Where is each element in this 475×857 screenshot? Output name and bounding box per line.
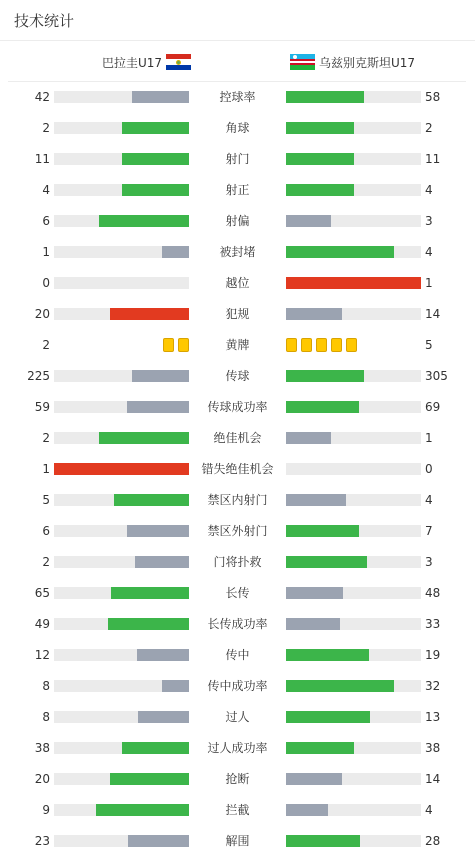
stat-row bbox=[0, 733, 475, 764]
away-stat-bar bbox=[286, 184, 421, 196]
away-stat-bar-fill bbox=[286, 835, 360, 847]
stat-row bbox=[0, 175, 475, 206]
home-stat-value: 59 bbox=[34, 400, 50, 414]
stat-row bbox=[0, 299, 475, 330]
away-stat-value: 58 bbox=[425, 90, 441, 104]
stat-label: 犯规 bbox=[225, 307, 250, 321]
away-stat-bar bbox=[286, 122, 421, 134]
away-stat-value: 13 bbox=[425, 710, 441, 724]
away-stat-bar-fill bbox=[286, 494, 346, 506]
home-stat-bar-fill bbox=[111, 587, 189, 599]
yellow-card-icon bbox=[316, 338, 327, 352]
home-stat-bar bbox=[54, 122, 189, 134]
uzbekistan-flag-icon bbox=[290, 54, 315, 71]
away-stat-bar-fill bbox=[286, 153, 354, 165]
stat-row bbox=[0, 82, 475, 113]
stat-label: 射正 bbox=[225, 183, 250, 197]
home-stat-bar bbox=[54, 835, 189, 847]
home-stat-bar-fill bbox=[54, 463, 189, 475]
home-stat-bar bbox=[54, 773, 189, 785]
stat-row bbox=[0, 795, 475, 826]
stat-row bbox=[0, 454, 475, 485]
away-stat-bar bbox=[286, 835, 421, 847]
away-stat-value: 3 bbox=[425, 555, 433, 569]
home-stat-bar bbox=[54, 215, 189, 227]
away-stat-bar-fill bbox=[286, 401, 359, 413]
home-stat-value: 0 bbox=[42, 276, 50, 290]
stat-row bbox=[0, 330, 475, 361]
away-stat-value: 0 bbox=[425, 462, 433, 476]
home-team[interactable] bbox=[102, 42, 191, 82]
stat-label: 传中成功率 bbox=[207, 679, 268, 693]
stat-label: 传球 bbox=[225, 369, 250, 383]
stat-row bbox=[0, 671, 475, 702]
teams-header bbox=[8, 42, 466, 82]
stat-label: 拦截 bbox=[225, 803, 250, 817]
away-stat-bar-fill bbox=[286, 773, 342, 785]
stat-label: 传球成功率 bbox=[207, 400, 268, 414]
stat-row bbox=[0, 113, 475, 144]
home-stat-bar bbox=[54, 680, 189, 692]
home-stat-bar-fill bbox=[114, 494, 189, 506]
home-stat-bar bbox=[54, 804, 189, 816]
away-stat-value: 7 bbox=[425, 524, 433, 538]
home-stat-bar bbox=[54, 494, 189, 506]
stat-label: 绝佳机会 bbox=[213, 431, 262, 445]
away-stat-value: 4 bbox=[425, 803, 433, 817]
home-stat-bar bbox=[54, 587, 189, 599]
away-stat-bar bbox=[286, 525, 421, 537]
stat-label: 过人 bbox=[225, 710, 250, 724]
away-stat-bar bbox=[286, 587, 421, 599]
yellow-card-icon bbox=[301, 338, 312, 352]
yellow-card-icon bbox=[346, 338, 357, 352]
away-stat-value: 1 bbox=[425, 276, 433, 290]
home-stat-value: 2 bbox=[42, 121, 50, 135]
home-stat-bar-fill bbox=[108, 618, 189, 630]
away-stat-value: 5 bbox=[425, 338, 433, 352]
stat-label: 抢断 bbox=[225, 772, 250, 786]
stat-row bbox=[0, 640, 475, 671]
stat-label: 解围 bbox=[225, 834, 250, 848]
home-team-name: 巴拉圭U17 bbox=[101, 55, 162, 70]
away-stat-bar-fill bbox=[286, 215, 331, 227]
home-stat-value: 11 bbox=[34, 152, 50, 166]
away-stat-bar-fill bbox=[286, 370, 364, 382]
away-stat-bar-fill bbox=[286, 91, 364, 103]
paraguay-flag-icon bbox=[166, 54, 191, 71]
stat-label: 错失绝佳机会 bbox=[201, 462, 274, 476]
away-stat-bar bbox=[286, 277, 421, 289]
home-stat-bar-fill bbox=[137, 649, 189, 661]
stat-row bbox=[0, 826, 475, 857]
stat-label: 越位 bbox=[225, 276, 250, 290]
stat-label: 角球 bbox=[225, 121, 250, 135]
stat-row bbox=[0, 764, 475, 795]
away-stat-bar-fill bbox=[286, 711, 370, 723]
home-stat-bar-fill bbox=[122, 153, 190, 165]
home-stat-value: 42 bbox=[34, 90, 50, 104]
away-stat-bar bbox=[286, 556, 421, 568]
home-stat-bar bbox=[54, 184, 189, 196]
stat-row bbox=[0, 702, 475, 733]
stat-row bbox=[0, 361, 475, 392]
home-stat-bar-fill bbox=[96, 804, 189, 816]
home-stat-bar bbox=[54, 246, 189, 258]
away-stat-value: 11 bbox=[425, 152, 441, 166]
stat-row bbox=[0, 144, 475, 175]
stat-label: 禁区外射门 bbox=[207, 524, 268, 538]
stats-list bbox=[0, 82, 475, 857]
home-stat-value: 1 bbox=[42, 462, 50, 476]
home-stat-bar-fill bbox=[110, 773, 189, 785]
away-stat-value: 14 bbox=[425, 772, 441, 786]
away-stat-bar bbox=[286, 153, 421, 165]
home-stat-bar-fill bbox=[110, 308, 189, 320]
stat-row bbox=[0, 237, 475, 268]
away-stat-bar bbox=[286, 308, 421, 320]
away-stat-value: 28 bbox=[425, 834, 441, 848]
yellow-card-icon bbox=[178, 338, 189, 352]
stat-label: 过人成功率 bbox=[207, 741, 268, 755]
home-stat-value: 5 bbox=[42, 493, 50, 507]
away-stat-bar bbox=[286, 649, 421, 661]
home-stat-value: 2 bbox=[42, 338, 50, 352]
away-stat-value: 48 bbox=[425, 586, 441, 600]
away-stat-bar bbox=[286, 91, 421, 103]
away-stat-bar bbox=[286, 773, 421, 785]
yellow-card-icon bbox=[331, 338, 342, 352]
home-stat-bar-fill bbox=[128, 835, 189, 847]
stat-row bbox=[0, 609, 475, 640]
away-stat-bar-fill bbox=[286, 680, 394, 692]
away-stat-bar-fill bbox=[286, 587, 343, 599]
away-stat-bar bbox=[286, 742, 421, 754]
stat-label: 射偏 bbox=[225, 214, 250, 228]
away-stat-bar bbox=[286, 370, 421, 382]
home-stat-bar-fill bbox=[135, 556, 189, 568]
away-stat-value: 32 bbox=[425, 679, 441, 693]
home-stat-bar bbox=[54, 370, 189, 382]
away-stat-value: 4 bbox=[425, 245, 433, 259]
home-stat-value: 23 bbox=[34, 834, 50, 848]
stat-row bbox=[0, 392, 475, 423]
away-stat-bar bbox=[286, 246, 421, 258]
home-stat-bar-fill bbox=[122, 184, 190, 196]
away-stat-value: 14 bbox=[425, 307, 441, 321]
home-yellow-cards bbox=[163, 338, 189, 352]
home-stat-bar bbox=[54, 308, 189, 320]
home-stat-bar-fill bbox=[127, 401, 189, 413]
header bbox=[0, 0, 475, 41]
away-stat-bar-fill bbox=[286, 804, 328, 816]
away-stat-bar bbox=[286, 494, 421, 506]
home-stat-value: 8 bbox=[42, 679, 50, 693]
home-stat-value: 6 bbox=[42, 524, 50, 538]
away-stat-bar bbox=[286, 401, 421, 413]
home-stat-bar bbox=[54, 525, 189, 537]
away-stat-bar-fill bbox=[286, 277, 421, 289]
home-stat-bar bbox=[54, 742, 189, 754]
away-stat-bar-fill bbox=[286, 184, 354, 196]
away-stat-bar bbox=[286, 432, 421, 444]
home-stat-bar-fill bbox=[127, 525, 189, 537]
home-stat-bar bbox=[54, 277, 189, 289]
away-stat-value: 3 bbox=[425, 214, 433, 228]
away-stat-bar bbox=[286, 618, 421, 630]
stat-label: 控球率 bbox=[219, 90, 256, 104]
away-stat-bar-fill bbox=[286, 618, 340, 630]
home-stat-bar-fill bbox=[122, 122, 190, 134]
page-title: 技术统计 bbox=[14, 12, 75, 30]
home-stat-bar bbox=[54, 91, 189, 103]
away-stat-value: 1 bbox=[425, 431, 433, 445]
away-stat-bar-fill bbox=[286, 308, 342, 320]
home-stat-value: 9 bbox=[42, 803, 50, 817]
home-stat-value: 1 bbox=[42, 245, 50, 259]
stat-label: 传中 bbox=[225, 648, 250, 662]
home-stat-value: 2 bbox=[42, 555, 50, 569]
home-stat-value: 225 bbox=[27, 369, 50, 383]
away-stat-bar bbox=[286, 215, 421, 227]
away-stat-bar-fill bbox=[286, 742, 354, 754]
away-yellow-cards bbox=[286, 338, 357, 352]
away-team[interactable] bbox=[290, 42, 415, 82]
home-stat-value: 6 bbox=[42, 214, 50, 228]
yellow-card-icon bbox=[286, 338, 297, 352]
home-stat-value: 65 bbox=[34, 586, 50, 600]
away-stat-value: 2 bbox=[425, 121, 433, 135]
away-stat-bar-fill bbox=[286, 246, 394, 258]
home-stat-bar-fill bbox=[132, 370, 189, 382]
away-stat-bar-fill bbox=[286, 556, 367, 568]
home-stat-bar-fill bbox=[132, 91, 189, 103]
away-stat-value: 19 bbox=[425, 648, 441, 662]
away-stat-bar bbox=[286, 804, 421, 816]
stat-label: 长传 bbox=[225, 586, 250, 600]
home-stat-value: 4 bbox=[42, 183, 50, 197]
home-stat-bar bbox=[54, 649, 189, 661]
home-stat-value: 20 bbox=[34, 307, 50, 321]
home-stat-bar bbox=[54, 432, 189, 444]
home-stat-bar bbox=[54, 711, 189, 723]
home-stat-bar-fill bbox=[138, 711, 189, 723]
stat-row bbox=[0, 578, 475, 609]
home-stat-bar-fill bbox=[99, 215, 189, 227]
stat-label: 禁区内射门 bbox=[207, 493, 268, 507]
stat-row bbox=[0, 516, 475, 547]
home-stat-bar bbox=[54, 618, 189, 630]
home-stat-value: 20 bbox=[34, 772, 50, 786]
stat-row bbox=[0, 485, 475, 516]
stat-label: 射门 bbox=[225, 152, 250, 166]
away-stat-bar bbox=[286, 463, 421, 475]
home-stat-bar-fill bbox=[162, 680, 189, 692]
home-stat-bar-fill bbox=[162, 246, 189, 258]
home-stat-bar bbox=[54, 401, 189, 413]
stat-row bbox=[0, 423, 475, 454]
away-stat-bar bbox=[286, 711, 421, 723]
away-stat-value: 38 bbox=[425, 741, 441, 755]
away-stat-bar-fill bbox=[286, 525, 359, 537]
away-stat-bar bbox=[286, 680, 421, 692]
stat-row bbox=[0, 206, 475, 237]
away-stat-value: 4 bbox=[425, 493, 433, 507]
away-stat-value: 305 bbox=[425, 369, 448, 383]
away-stat-value: 4 bbox=[425, 183, 433, 197]
home-stat-bar-fill bbox=[99, 432, 189, 444]
away-stat-bar-fill bbox=[286, 122, 354, 134]
home-stat-value: 2 bbox=[42, 431, 50, 445]
away-team-name: 乌兹别克斯坦U17 bbox=[319, 55, 416, 70]
home-stat-value: 38 bbox=[34, 741, 50, 755]
away-stat-bar-fill bbox=[286, 649, 369, 661]
stat-label: 门将扑救 bbox=[213, 555, 262, 569]
home-stat-bar-fill bbox=[122, 742, 190, 754]
home-stat-bar bbox=[54, 556, 189, 568]
home-stat-value: 49 bbox=[34, 617, 50, 631]
stat-label: 黄牌 bbox=[225, 338, 250, 352]
home-stat-bar bbox=[54, 463, 189, 475]
home-stat-value: 8 bbox=[42, 710, 50, 724]
away-stat-value: 33 bbox=[425, 617, 441, 631]
home-stat-bar bbox=[54, 153, 189, 165]
stat-label: 长传成功率 bbox=[207, 617, 268, 631]
stat-row bbox=[0, 268, 475, 299]
away-stat-value: 69 bbox=[425, 400, 441, 414]
stat-row bbox=[0, 547, 475, 578]
stat-label: 被封堵 bbox=[219, 245, 256, 259]
yellow-card-icon bbox=[163, 338, 174, 352]
home-stat-value: 12 bbox=[34, 648, 50, 662]
away-stat-bar-fill bbox=[286, 432, 331, 444]
